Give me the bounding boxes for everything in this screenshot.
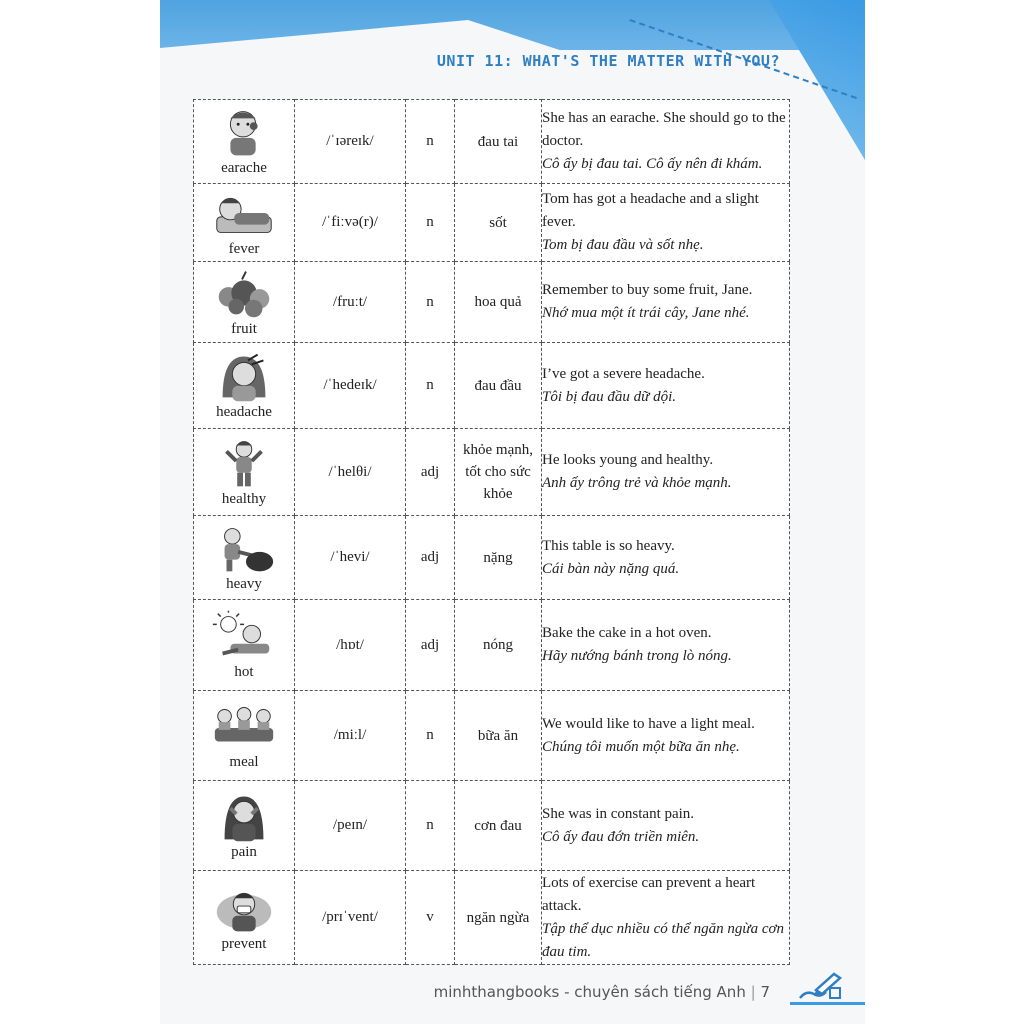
vocab-word: meal <box>229 754 259 770</box>
example-vietnamese: Nhớ mua một ít trái cây, Jane nhé. <box>542 305 750 321</box>
phonetic-cell: /peɪn/ <box>295 781 406 871</box>
fruit-icon <box>209 267 279 319</box>
table-row <box>194 600 790 691</box>
table-row <box>194 262 790 343</box>
example-cell <box>542 343 790 429</box>
meaning-cell: nóng <box>455 600 542 691</box>
earache-icon <box>209 106 279 158</box>
phonetic-cell: /ˈfiːvə(r)/ <box>295 184 406 262</box>
picture-cell <box>194 262 295 343</box>
vocab-word: prevent <box>221 936 267 952</box>
prevent-icon <box>209 882 279 934</box>
example-english: He looks young and healthy. <box>542 452 714 468</box>
example-vietnamese: Hãy nướng bánh trong lò nóng. <box>542 648 732 664</box>
meal-icon <box>209 700 279 752</box>
part-of-speech-cell: n <box>406 184 455 262</box>
meaning-cell: sốt <box>455 184 542 262</box>
example-vietnamese: Tom bị đau đầu và sốt nhẹ. <box>542 237 704 253</box>
table-row <box>194 781 790 871</box>
phonetic-cell: /fruːt/ <box>295 262 406 343</box>
hot-icon <box>209 610 279 662</box>
picture-cell <box>194 429 295 516</box>
pain-icon <box>209 790 279 842</box>
example-cell <box>542 262 790 343</box>
picture-cell <box>194 343 295 429</box>
picture-cell <box>194 600 295 691</box>
meaning-cell: ngăn ngừa <box>455 871 542 965</box>
example-cell <box>542 871 790 965</box>
part-of-speech-cell: adj <box>406 429 455 516</box>
meaning-cell: cơn đau <box>455 781 542 871</box>
example-vietnamese: Anh ấy trông trẻ và khỏe mạnh. <box>542 475 732 491</box>
picture-cell <box>194 691 295 781</box>
example-cell <box>542 600 790 691</box>
pen-logo-icon <box>796 968 844 1004</box>
vocab-word: fruit <box>231 320 257 337</box>
example-english: Remember to buy some fruit, Jane. <box>542 282 753 298</box>
vocab-word: hot <box>234 663 254 680</box>
example-vietnamese: Cô ấy bị đau tai. Cô ấy nên đi khám. <box>542 156 763 172</box>
picture-cell <box>194 184 295 262</box>
part-of-speech-cell: adj <box>406 600 455 691</box>
part-of-speech-cell: n <box>406 343 455 429</box>
healthy-icon <box>209 437 279 489</box>
table-row <box>194 516 790 600</box>
picture-cell <box>194 781 295 871</box>
heavy-icon <box>209 522 279 574</box>
example-vietnamese: Tập thể dục nhiều có thể ngăn ngừa cơn đau tim. <box>542 920 784 960</box>
part-of-speech-cell: v <box>406 871 455 965</box>
example-english: She has an earache. She should go to the doctor. <box>542 110 786 149</box>
part-of-speech-cell: n <box>406 691 455 781</box>
example-cell <box>542 429 790 516</box>
unit-title: UNIT 11: WHAT'S THE MATTER WITH YOU? <box>436 52 780 70</box>
footer-accent-line <box>790 1002 865 1005</box>
picture-cell <box>194 100 295 184</box>
table-row <box>194 184 790 262</box>
example-vietnamese: Cô ấy đau đớn triền miên. <box>542 828 700 845</box>
vocab-word: heavy <box>226 576 262 592</box>
table-row <box>194 343 790 429</box>
part-of-speech-cell: n <box>406 781 455 871</box>
vocabulary-table <box>193 99 790 965</box>
phonetic-cell: /ˈhelθi/ <box>295 429 406 516</box>
phonetic-cell: /ˈhedeɪk/ <box>295 343 406 429</box>
phonetic-cell: /ˈɪəreɪk/ <box>295 100 406 184</box>
example-vietnamese: Tôi bị đau đầu dữ dội. <box>542 388 677 405</box>
table-row <box>194 871 790 965</box>
meaning-cell: bữa ăn <box>455 691 542 781</box>
meaning-cell: đau đầu <box>455 343 542 429</box>
vocab-word: healthy <box>221 490 267 507</box>
example-cell <box>542 781 790 871</box>
picture-cell <box>194 516 295 600</box>
part-of-speech-cell: n <box>406 262 455 343</box>
part-of-speech-cell: adj <box>406 516 455 600</box>
example-cell <box>542 516 790 600</box>
vocab-word: pain <box>231 844 257 860</box>
example-english: I’ve got a severe headache. <box>542 365 705 382</box>
publisher-text: minhthangbooks - chuyên sách tiếng Anh <box>433 983 746 1001</box>
book-page <box>160 0 865 1024</box>
fever-icon <box>209 187 279 239</box>
page-footer <box>160 983 770 1001</box>
example-english: This table is so heavy. <box>542 537 675 554</box>
vocab-word: fever <box>228 241 260 257</box>
table-row <box>194 100 790 184</box>
example-english: Lots of exercise can prevent a heart attack. <box>542 874 756 914</box>
meaning-cell: nặng <box>455 516 542 600</box>
vocab-word: headache <box>216 404 272 420</box>
phonetic-cell: /hɒt/ <box>295 600 406 691</box>
example-vietnamese: Chúng tôi muốn một bữa ăn nhẹ. <box>542 738 740 755</box>
headache-icon <box>209 350 279 402</box>
table-row <box>194 429 790 516</box>
example-cell <box>542 691 790 781</box>
example-cell <box>542 100 790 184</box>
example-english: Bake the cake in a hot oven. <box>542 625 712 641</box>
phonetic-cell: /ˈhevi/ <box>295 516 406 600</box>
table-row <box>194 691 790 781</box>
example-english: She was in constant pain. <box>542 805 695 822</box>
page-number: 7 <box>760 983 770 1001</box>
part-of-speech-cell: n <box>406 100 455 184</box>
phonetic-cell: /miːl/ <box>295 691 406 781</box>
example-english: We would like to have a light meal. <box>542 715 755 732</box>
phonetic-cell: /prɪˈvent/ <box>295 871 406 965</box>
picture-cell <box>194 871 295 965</box>
example-vietnamese: Cái bàn này nặng quá. <box>542 560 680 577</box>
example-cell <box>542 184 790 262</box>
meaning-cell: khỏe mạnh, tốt cho sức khỏe <box>455 429 542 516</box>
meaning-cell: đau tai <box>455 100 542 184</box>
example-english: Tom has got a headache and a slight fever. <box>542 191 759 230</box>
vocab-word: earache <box>221 160 267 176</box>
footer-separator: | <box>750 983 756 1001</box>
meaning-cell: hoa quả <box>455 262 542 343</box>
